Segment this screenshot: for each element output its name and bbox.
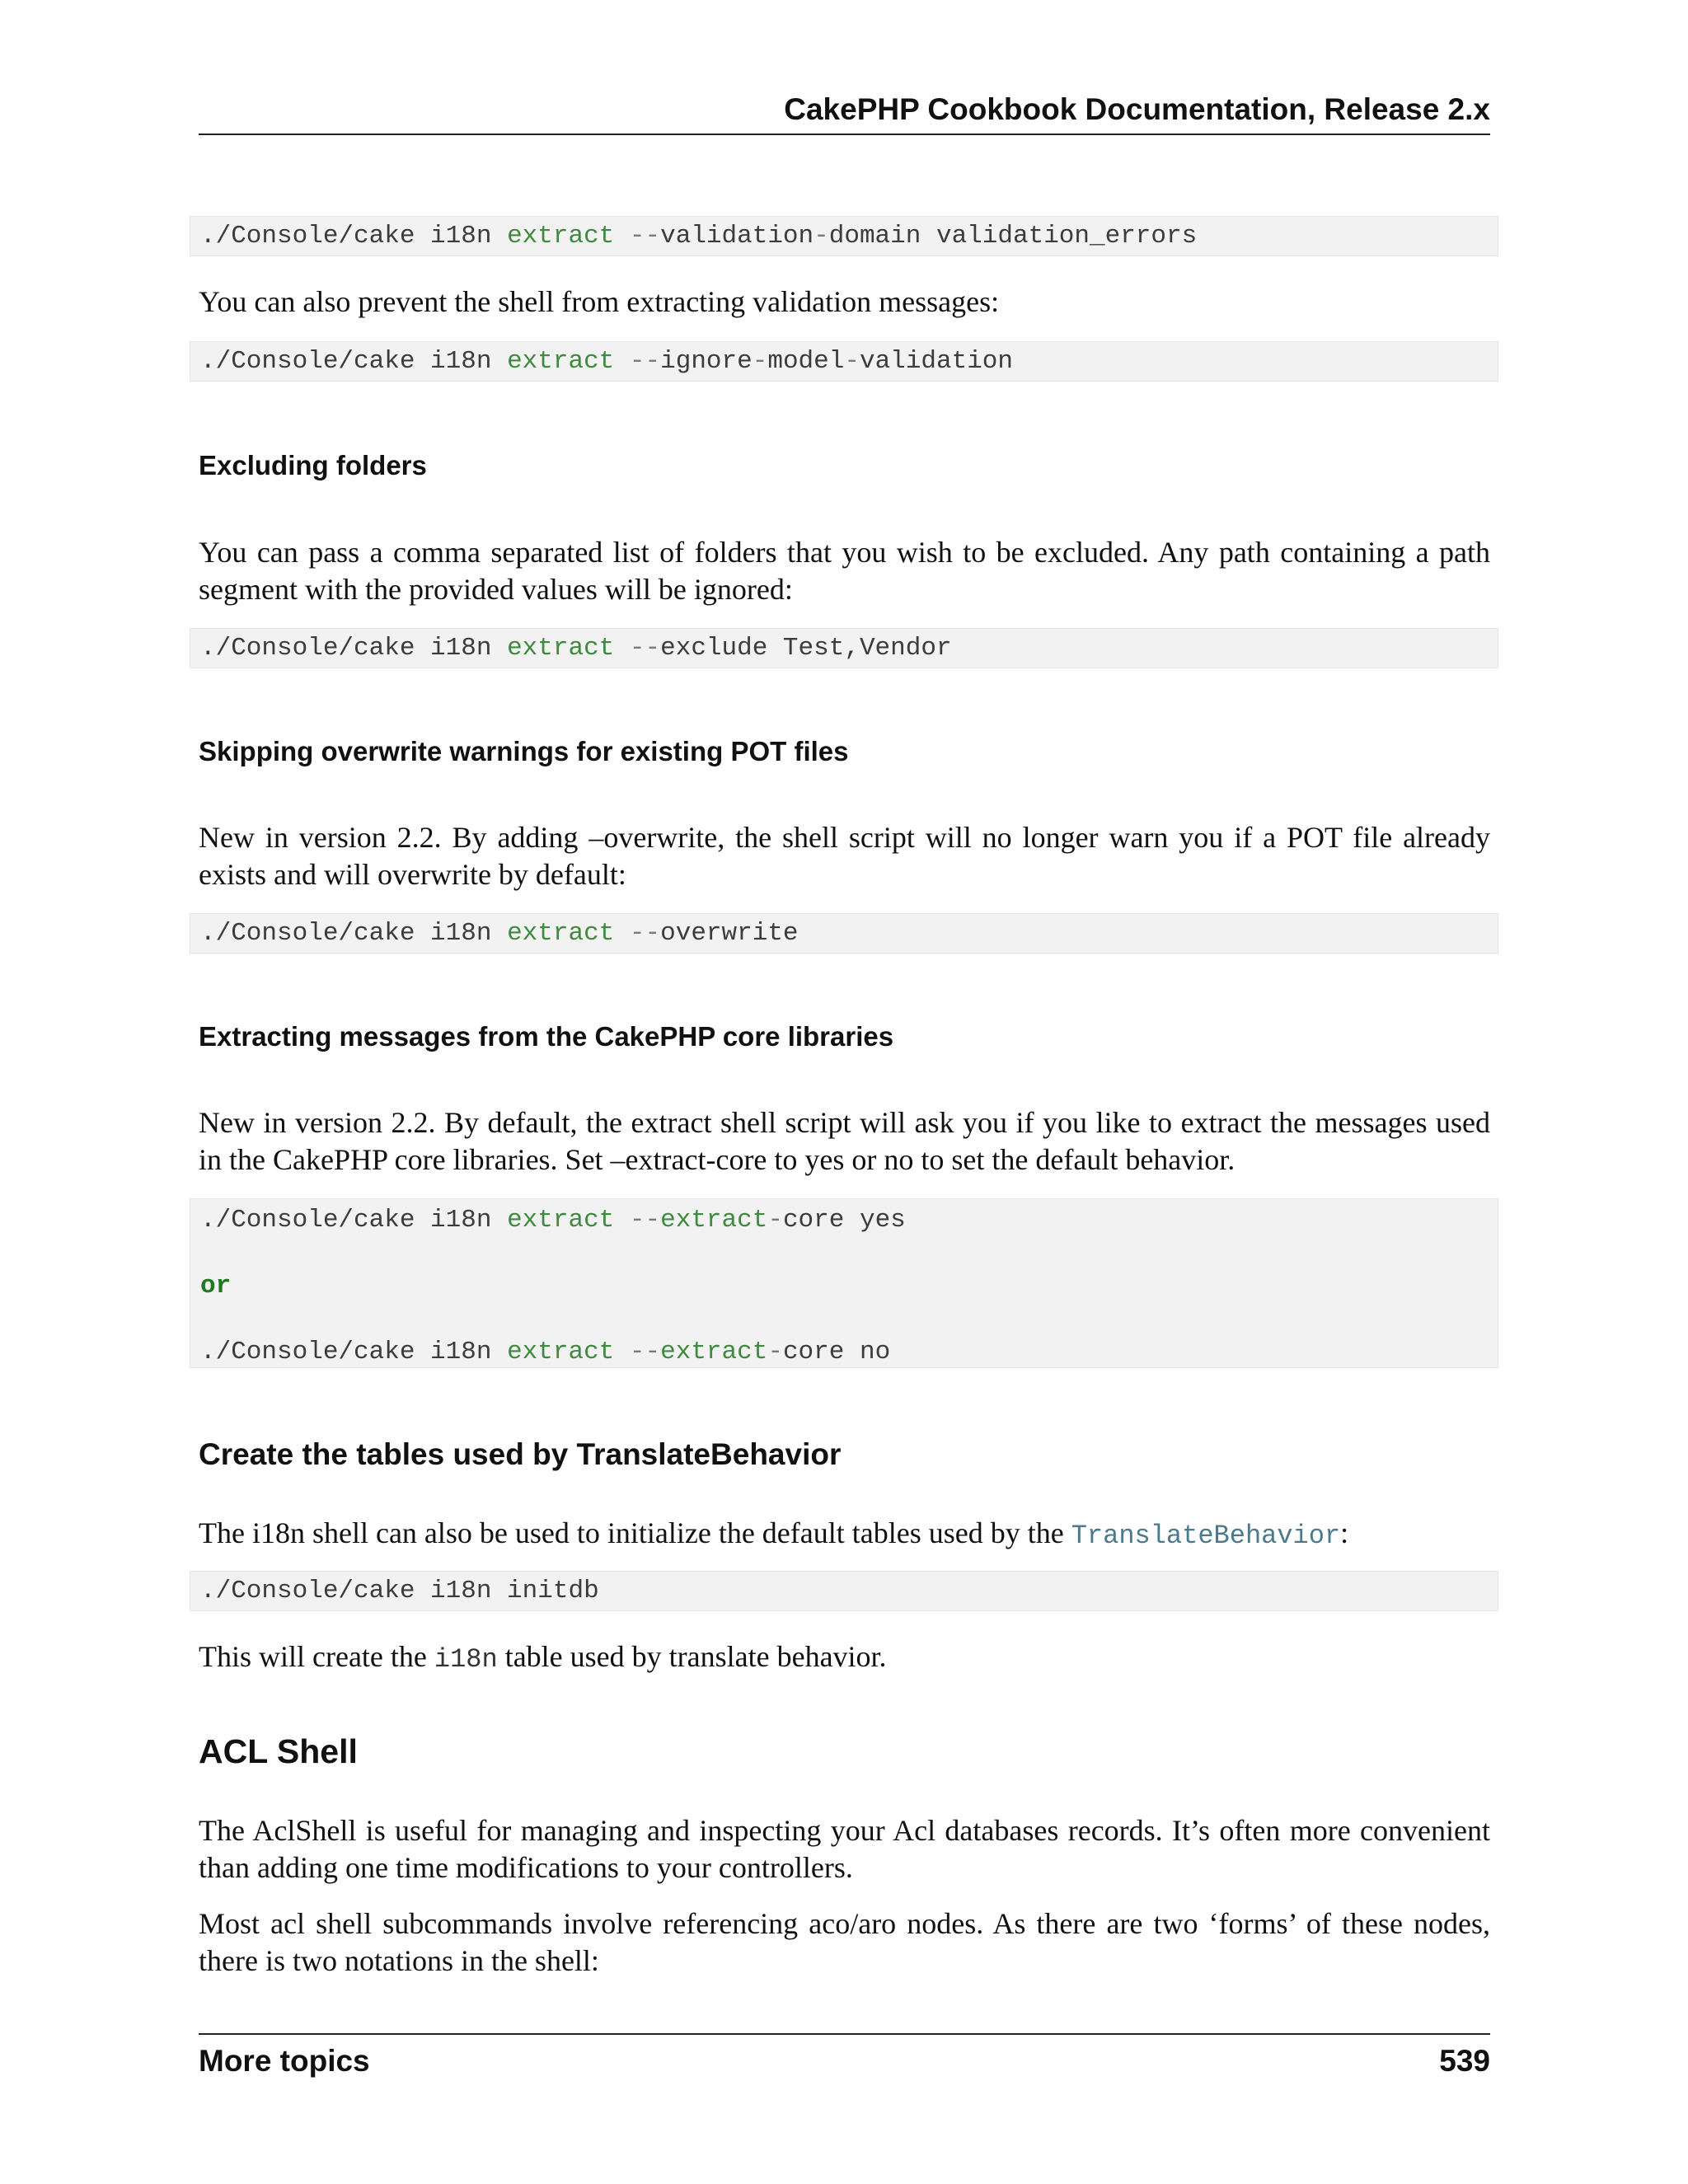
footer-rule	[199, 2033, 1490, 2035]
code-block-validation-domain: ./Console/cake i18n extract --validation-domain validation_errors	[190, 216, 1498, 256]
heading-create-tables: Create the tables used by TranslateBehavior	[199, 1437, 842, 1471]
page-number: 539	[1439, 2044, 1490, 2078]
paragraph: New in version 2.2. By adding –overwrite, the shell script will no longer warn you if a POT file already exists and will overwrite by default:	[199, 821, 1490, 891]
code-block-ignore-validation: ./Console/cake i18n extract --ignore-model-validation	[190, 341, 1498, 382]
code-block-overwrite: ./Console/cake i18n extract --overwrite	[190, 913, 1498, 954]
heading-skipping-overwrite: Skipping overwrite warnings for existing POT files	[199, 736, 849, 766]
paragraph: You can pass a comma separated list of folders that you wish to be excluded. Any path containing a path segment with the provided values will be ignored:	[199, 536, 1490, 606]
paragraph: This will create the i18n table used by translate behavior.	[199, 1640, 887, 1675]
heading-acl-shell: ACL Shell	[199, 1732, 358, 1770]
running-header: CakePHP Cookbook Documentation, Release 2.x	[784, 92, 1490, 126]
paragraph: Most acl shell subcommands involve referencing aco/aro nodes. As there are two ‘forms’ of these nodes, there is two notations in the shell:	[199, 1907, 1490, 1977]
paragraph: New in version 2.2. By default, the extract shell script will ask you if you like to extract the messages used in the CakePHP core libraries. Set –extract-core to yes or no to set the default behavior.	[199, 1106, 1490, 1176]
heading-excluding-folders: Excluding folders	[199, 450, 427, 480]
code-block-extract-core: ./Console/cake i18n extract --extract-core yes or ./Console/cake i18n extract --extract-core no	[190, 1198, 1498, 1368]
paragraph: You can also prevent the shell from extracting validation messages:	[199, 285, 1000, 318]
code-block-exclude: ./Console/cake i18n extract --exclude Test,Vendor	[190, 628, 1498, 668]
code-block-initdb: ./Console/cake i18n initdb	[190, 1571, 1498, 1611]
translatebehavior-link[interactable]: TranslateBehavior	[1071, 1521, 1341, 1551]
paragraph: The i18n shell can also be used to initialize the default tables used by the TranslateBehavior:	[199, 1516, 1349, 1551]
footer-section-title: More topics	[199, 2044, 370, 2078]
paragraph: The AclShell is useful for managing and inspecting your Acl databases records. It’s often more convenient than adding one time modifications to your controllers.	[199, 1814, 1490, 1884]
heading-extracting-core: Extracting messages from the CakePHP core libraries	[199, 1021, 894, 1052]
header-rule	[199, 134, 1490, 135]
